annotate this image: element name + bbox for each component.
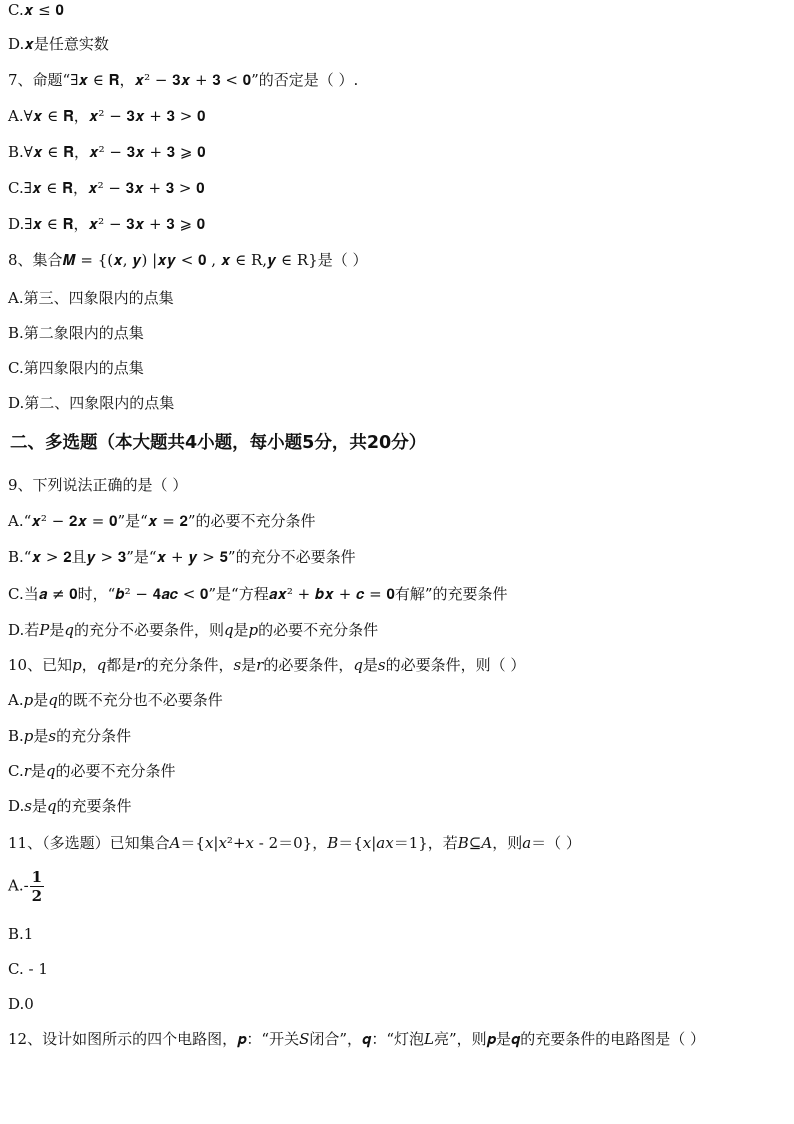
option-9a: A.“𝒙² − 𝟐𝒙 = 𝟎”是“𝒙 = 𝟐”的必要不充分条件 [8, 512, 316, 530]
option-7a: A.∀𝒙 ∈ 𝐑，𝒙² − 𝟑𝒙 + 𝟑 > 𝟎 [8, 107, 206, 125]
option-10b: B.𝑝是𝑠的充分条件 [8, 727, 132, 745]
fraction-numerator: 1 [31, 868, 43, 886]
option-9d: D.若𝑃是𝑞的充分不必要条件，则𝑞是𝑝的必要不充分条件 [8, 621, 379, 639]
question-8: 8、集合𝑴 = {(𝒙, 𝒚) |𝒙𝒚 < 𝟎 , 𝒙 ∈ R,𝒚 ∈ R}是（ ） [8, 251, 368, 269]
option-7d: D.∃𝒙 ∈ 𝐑，𝒙² − 𝟑𝒙 + 𝟑 ⩾ 𝟎 [8, 215, 206, 233]
option-6c: C.𝒙 ≤ 𝟎 [8, 1, 64, 19]
option-9c: C.当𝒂 ≠ 𝟎时，“𝒃² − 𝟒𝒂𝒄 < 𝟎”是“方程𝒂𝒙² + 𝒃𝒙 + 𝒄 = 𝟎有解”的充要条件 [8, 585, 508, 603]
option-10c: C.𝑟是𝑞的必要不充分条件 [8, 762, 176, 780]
question-10: 10、已知𝑝，𝑞都是𝑟的充分条件，𝑠是𝑟的必要条件，𝑞是𝑠的必要条件，则（ ） [8, 656, 526, 674]
option-8b: B.第二象限内的点集 [8, 324, 144, 342]
option-10d: D.𝑠是𝑞的充要条件 [8, 797, 132, 815]
option-11b: B.1 [8, 925, 34, 943]
option-11a [8, 868, 786, 912]
option-7c: C.∃𝒙 ∈ 𝐑，𝒙² − 𝟑𝒙 + 𝟑 > 𝟎 [8, 179, 205, 197]
option-11c: C. - 1 [8, 960, 48, 978]
option-8a: A.第三、四象限内的点集 [8, 289, 174, 307]
option-8c: C.第四象限内的点集 [8, 359, 144, 377]
question-12: 12、设计如图所示的四个电路图，𝒑：“开关𝑆闭合”，𝒒：“灯泡𝐿亮”，则𝒑是𝒒的充要条件的电路图是（ ） [8, 1030, 706, 1048]
option-10a: A.𝑝是𝑞的既不充分也不必要条件 [8, 691, 223, 709]
question-7: 7、命题“∃𝒙 ∈ 𝐑，𝒙² − 𝟑𝒙 + 𝟑 < 𝟎”的否定是（ ）. [8, 71, 359, 89]
option-11a-prefix: A.- [8, 876, 29, 895]
section-heading-multiple-choice: 二、多选题（本大题共4小题，每小题5分，共20分） [10, 433, 427, 453]
option-9b: B.“𝒙 > 𝟐且𝒚 > 𝟑”是“𝒙 + 𝒚 > 𝟓”的充分不必要条件 [8, 548, 356, 566]
question-11: 11、（多选题）已知集合𝐴＝{𝑥|𝑥²+𝑥 - 2＝0}，𝐵＝{𝑥|𝑎𝑥＝1}，若𝐵⊆𝐴，则𝑎＝（ ） [8, 834, 581, 852]
fraction-one-half [30, 868, 44, 905]
option-6d: D.𝒙是任意实数 [8, 35, 109, 53]
option-11d: D.0 [8, 995, 34, 1013]
option-8d: D.第二、四象限内的点集 [8, 394, 175, 412]
fraction-denominator: 2 [31, 887, 43, 905]
option-7b: B.∀𝒙 ∈ 𝐑，𝒙² − 𝟑𝒙 + 𝟑 ⩾ 𝟎 [8, 143, 206, 161]
question-9: 9、下列说法正确的是（ ） [8, 476, 188, 494]
